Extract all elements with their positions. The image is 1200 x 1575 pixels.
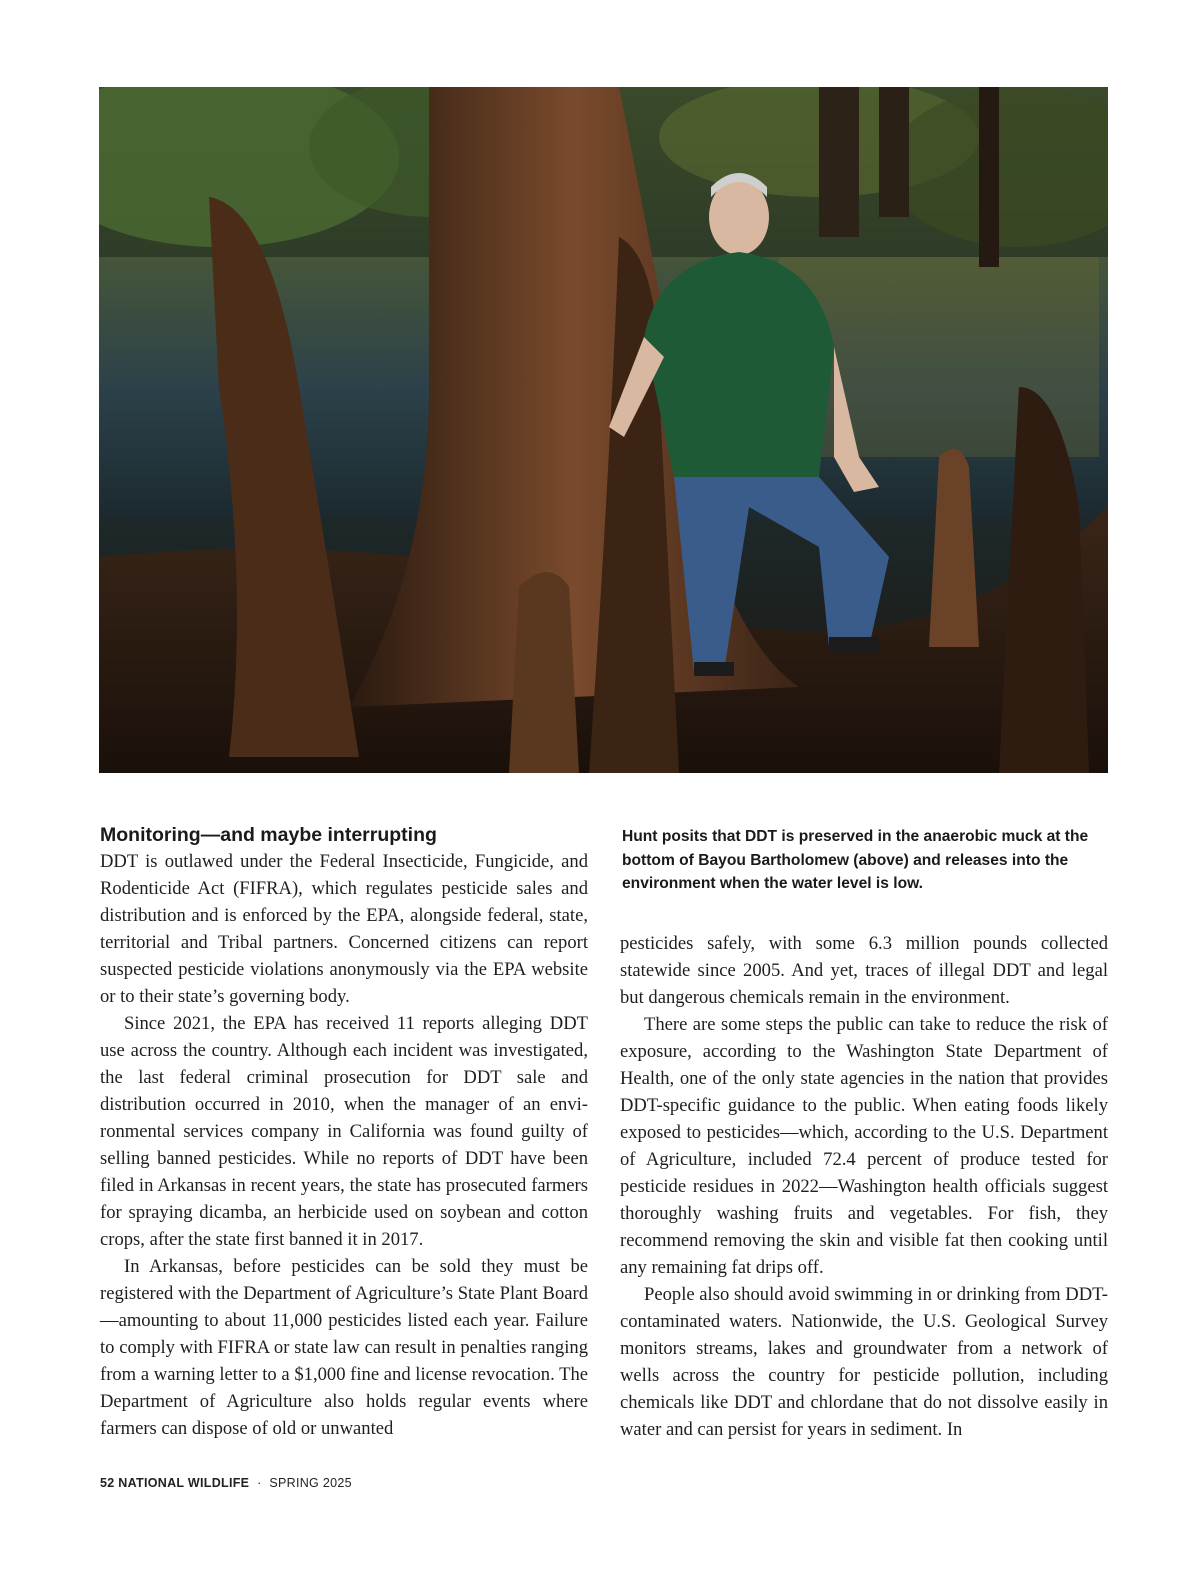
body-paragraph: Since 2021, the EPA has received 11 reports alleging DDT use across the country. Although each incident was investigated, the last federal criminal prosecution for DDT sale and distribution occurred in 2010, when the manager of an environmental services company in California was found guilty of selling banned pesticides. While no reports of DDT have been filed in Arkansas in recent years, the state has prosecuted farmers for spraying dicamba, an herbicide used on soybean and cotton crops, after the state first banned it in 2017.: [100, 1013, 588, 1250]
bayou-photo-illustration: [99, 87, 1108, 773]
article-right-column: [620, 930, 1108, 1443]
body-paragraph: People also should avoid swimming in or drinking from DDT-contaminated waters. Nationwide, the U.S. Geological Survey monitors streams, lakes and groundwater from a network of wells across the country for pesticide pollution, including chemicals like DDT and chlordane that do not dissolve easily in water and can persist for years in sediment. In: [620, 1284, 1108, 1440]
page-footer: [100, 1476, 352, 1490]
article-left-column: [100, 822, 588, 1442]
body-paragraph: DDT is outlawed under the Federal Insecticide, Fungicide, and Rodenticide Act (FIFRA), which regulates pesticide sales and distribution and is enforced by the EPA, alongside federal, state, territorial and Tribal partners. Concerned citizens can report suspected pesticide violations anonymously via the EPA website or to their state’s governing body.: [100, 851, 588, 1007]
body-paragraph: There are some steps the public can take to reduce the risk of exposure, according to the Washington State Department of Health, one of the only state agencies in the nation that provides DDT-specific guidance to the public. When eating foods likely exposed to pesticides—which, according to the U.S. Department of Agriculture, included 72.4 percent of produce tested for pesticide residues in 2022—Washington health officials suggest thoroughly washing fruits and vegetables. For fish, they recommend removing the skin and visible fat then cooking until any remaining fat drips off.: [620, 1014, 1108, 1278]
issue-label: SPRING 2025: [269, 1476, 352, 1490]
footer-separator: ·: [257, 1476, 262, 1490]
body-paragraph: pesticides safely, with some 6.3 million pounds collected statewide since 2005. And yet, traces of illegal DDT and legal but dangerous chemicals remain in the environment.: [620, 933, 1108, 1008]
section-subhead: Monitoring—and maybe interrupting: [100, 824, 437, 846]
body-paragraph: In Arkansas, before pesticides can be sold they must be registered with the Department of Agriculture’s State Plant Board—amounting to about 11,000 pesticides listed each year. Failure to comply with FIFRA or state law can result in penalties ranging from a warning letter to a $1,000 fine and license revocation. The Department of Agriculture also holds regular events where farmers can dispose of old or unwanted: [100, 1256, 588, 1439]
feature-photo: [99, 87, 1108, 773]
photo-caption: Hunt posits that DDT is preserved in the anaerobic muck at the bottom of Bayou Bartholomew (above) and releases into the environment when the water level is low.: [622, 828, 1089, 892]
page-number: 52: [100, 1476, 115, 1490]
publication-name: NATIONAL WILDLIFE: [118, 1476, 250, 1490]
